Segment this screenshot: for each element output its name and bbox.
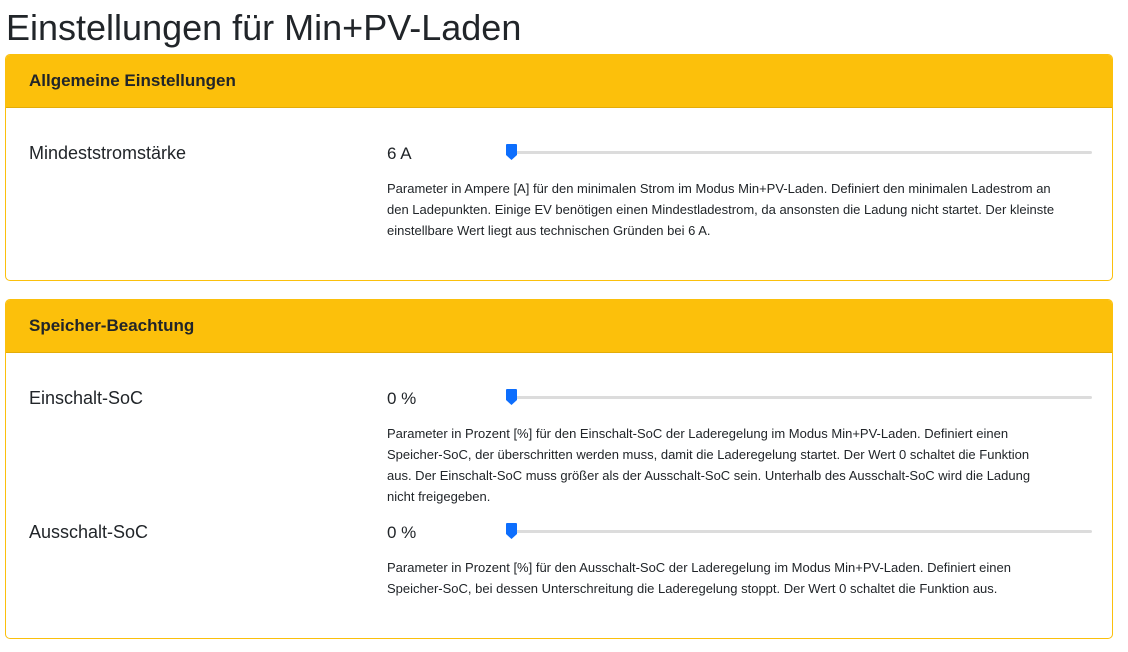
card-general-settings	[5, 54, 1113, 281]
setting-description: Parameter in Prozent [%] für den Ausschalt-SoC der Laderegelung im Modus Min+PV-Laden. Definiert einen Speicher-SoC, bei dessen Unterschreitung die Laderegelung stoppt. Der Wert 0 schaltet die Funktion aus.	[387, 560, 1011, 596]
setting-value: 6 A	[387, 144, 412, 163]
slider-track	[506, 396, 1092, 399]
on-soc-slider[interactable]	[506, 389, 1092, 405]
setting-description: Parameter in Ampere [A] für den minimalen Strom im Modus Min+PV-Laden. Definiert den minimalen Ladestrom an den Ladepunkten. Einige EV benötigen einen Mindestladestrom, da ansonsten die Ladung nicht startet. Der kleinste einstellbare Wert liegt aus technischen Gründen bei 6 A.	[387, 181, 1055, 238]
setting-label: Einschalt-SoC	[29, 388, 144, 408]
page-title: Einstellungen für Min+PV-Laden	[6, 7, 522, 48]
off-soc-slider[interactable]	[506, 523, 1092, 539]
setting-label: Ausschalt-SoC	[29, 522, 149, 542]
setting-label: Mindeststromstärke	[29, 143, 187, 163]
setting-description: Parameter in Prozent [%] für den Einschalt-SoC der Laderegelung im Modus Min+PV-Laden. Definiert einen Speicher-SoC, der überschritten werden muss, damit die Laderegelung startet. Der Wert 0 schaltet die Funktion aus. Der Einschalt-SoC muss größer als der Ausschalt-SoC sein. Unterhalb des Ausschalt-SoC wird die Ladung nicht freigegeben.	[387, 426, 1031, 504]
card-storage-consideration	[5, 299, 1113, 639]
slider-thumb[interactable]	[506, 523, 517, 539]
setting-value: 0 %	[387, 389, 417, 408]
slider-thumb[interactable]	[506, 389, 517, 405]
slider-thumb[interactable]	[506, 144, 517, 160]
card-header-storage: Speicher-Beachtung	[6, 300, 1112, 353]
slider-track	[506, 530, 1092, 533]
card-header-general: Allgemeine Einstellungen	[6, 55, 1112, 108]
min-current-slider[interactable]	[506, 144, 1092, 160]
slider-track	[506, 151, 1092, 154]
setting-value: 0 %	[387, 523, 417, 542]
